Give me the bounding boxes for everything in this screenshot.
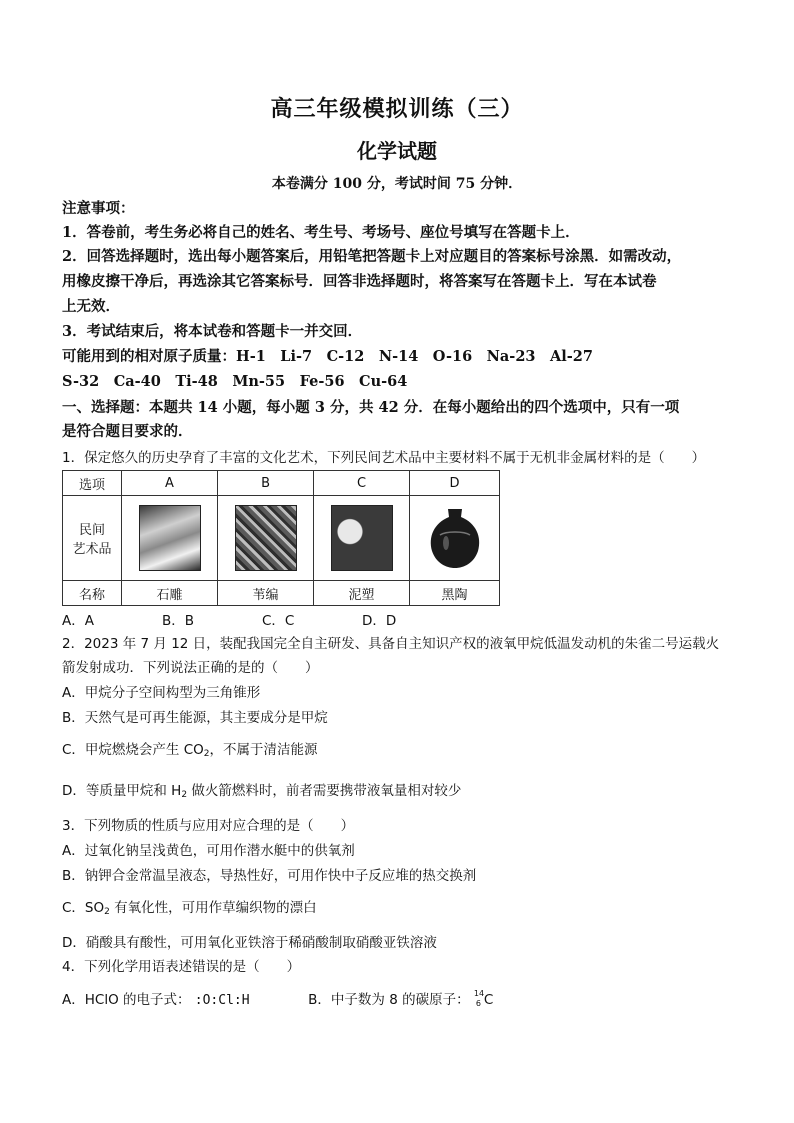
q4-option-a-text: A．HClO 的电子式： bbox=[62, 992, 191, 1008]
q2-option-c-subscript: 2 bbox=[203, 749, 210, 759]
note-1: 1．答卷前，考生务必将自己的姓名、考生号、考场号、座位号填写在答题卡上． bbox=[62, 224, 580, 241]
q3-option-c-subscript: 2 bbox=[104, 907, 110, 917]
note-2-line-3: 上无效． bbox=[62, 298, 120, 315]
table-letter-d: D bbox=[410, 471, 500, 496]
q2-option-d-subscript: 2 bbox=[181, 790, 188, 800]
q4-options bbox=[62, 988, 734, 1013]
isotope-symbol: C bbox=[483, 992, 494, 1008]
reed-weaving-image bbox=[235, 505, 297, 571]
exam-info: 本卷满分 100 分，考试时间 75 分钟． bbox=[271, 176, 523, 192]
carbon-isotope-notation bbox=[474, 990, 484, 1010]
q1-stem: 1．保定悠久的历史孕育了丰富的文化艺术，下列民间艺术品中主要材料不属于无机非金属材料的是（ ） bbox=[62, 450, 706, 466]
isotope-mass-number: 14 bbox=[473, 989, 485, 998]
q2-stem-line-2: 箭发射成功．下列说法正确的是的（ ） bbox=[62, 660, 319, 676]
q3-option-c bbox=[62, 896, 734, 924]
note-2-line-1: 2．回答选择题时，选出每小题答案后，用铅笔把答题卡上对应题目的答案标号涂黑．如需改动， bbox=[62, 248, 682, 265]
table-name-a: 石雕 bbox=[122, 581, 218, 606]
q4-option-b-text: B．中子数为 8 的碳原子： bbox=[308, 992, 470, 1008]
table-name-b: 苇编 bbox=[218, 581, 314, 606]
q1-answers bbox=[62, 609, 462, 629]
exam-title: 高三年级模拟训练（三） bbox=[270, 96, 524, 122]
q3-stem: 3．下列物质的性质与应用对应合理的是（ ） bbox=[62, 818, 355, 834]
q2-option-d bbox=[62, 779, 734, 807]
q1-answer-d: D．D bbox=[362, 613, 397, 629]
table-name-d: 黑陶 bbox=[410, 581, 500, 606]
section1-heading-line-2: 是符合题目要求的． bbox=[62, 423, 193, 440]
section1-heading-line-1: 一、选择题：本题共 14 小题，每小题 3 分，共 42 分．在每小题给出的四个选项中，只有一项 bbox=[62, 399, 680, 416]
q3-option-d: D．硝酸具有酸性，可用氧化亚铁溶于稀硝酸制取硝酸亚铁溶液 bbox=[62, 935, 437, 951]
exam-subject: 化学试题 bbox=[357, 139, 437, 163]
hclo-electron-formula: :O:Cl:H bbox=[194, 993, 250, 1008]
table-name-c: 泥塑 bbox=[314, 581, 410, 606]
table-label-artwork-line-1: 民间 bbox=[78, 523, 105, 538]
stone-carving-image bbox=[139, 505, 201, 571]
clay-sculpture-image bbox=[331, 505, 393, 571]
q2-stem-line-1: 2．2023 年 7 月 12 日，装配我国完全自主研发、具备自主知识产权的液氧甲烷低温发动机的朱雀二号运载火 bbox=[62, 636, 720, 652]
q1-answer-b: B．B bbox=[162, 613, 195, 629]
notes-heading: 注意事项： bbox=[62, 200, 135, 217]
isotope-atomic-number: 6 bbox=[475, 999, 481, 1008]
table-letter-b: B bbox=[218, 471, 314, 496]
q2-option-b: B．天然气是可再生能源，其主要成分是甲烷 bbox=[62, 710, 328, 726]
table-letter-c: C bbox=[314, 471, 410, 496]
q3-option-b: B．钠钾合金常温呈液态，导热性好，可用作快中子反应堆的热交换剂 bbox=[62, 868, 477, 884]
atomic-masses-line-1: 可能用到的相对原子质量：H-1 Li-7 C-12 N-14 O-16 Na-23 Al-27 bbox=[62, 348, 593, 365]
q4-stem: 4．下列化学用语表述错误的是（ ） bbox=[62, 959, 301, 975]
q2-option-a: A．甲烷分子空间构型为三角锥形 bbox=[62, 685, 261, 701]
note-3: 3．考试结束后，将本试卷和答题卡一并交回． bbox=[62, 323, 363, 340]
q2-option-c bbox=[62, 738, 734, 766]
q3-option-a: A．过氧化钠呈浅黄色，可用作潜水艇中的供氧剂 bbox=[62, 843, 355, 859]
atomic-masses-line-2: S-32 Ca-40 Ti-48 Mn-55 Fe-56 Cu-64 bbox=[62, 373, 408, 390]
q2-option-d-text: D．等质量甲烷和 H bbox=[62, 783, 182, 799]
q2-option-c-text: C．甲烷燃烧会产生 CO bbox=[62, 742, 204, 758]
table-label-artwork bbox=[63, 496, 122, 581]
table-label-option: 选项 bbox=[63, 471, 122, 496]
q1-options-table bbox=[62, 470, 500, 606]
q3-option-c-text: C．SO bbox=[62, 900, 105, 916]
note-2-line-2: 用橡皮擦干净后，再选涂其它答案标号．回答非选择题时，将答案写在答题卡上．写在本试卷 bbox=[62, 273, 657, 290]
q1-answer-c: C．C bbox=[262, 613, 295, 629]
q2-option-c-rest: ，不属于清洁能源 bbox=[209, 742, 318, 758]
table-letter-a: A bbox=[122, 471, 218, 496]
q3-option-c-rest: 有氧化性，可用作草编织物的漂白 bbox=[109, 900, 317, 916]
table-label-name: 名称 bbox=[63, 581, 122, 606]
q2-option-d-rest: 做火箭燃料时，前者需要携带液氧量相对较少 bbox=[187, 783, 462, 799]
table-label-artwork-line-2: 艺术品 bbox=[72, 542, 112, 557]
black-pottery-image bbox=[426, 505, 484, 571]
q1-answer-a: A．A bbox=[62, 613, 94, 629]
